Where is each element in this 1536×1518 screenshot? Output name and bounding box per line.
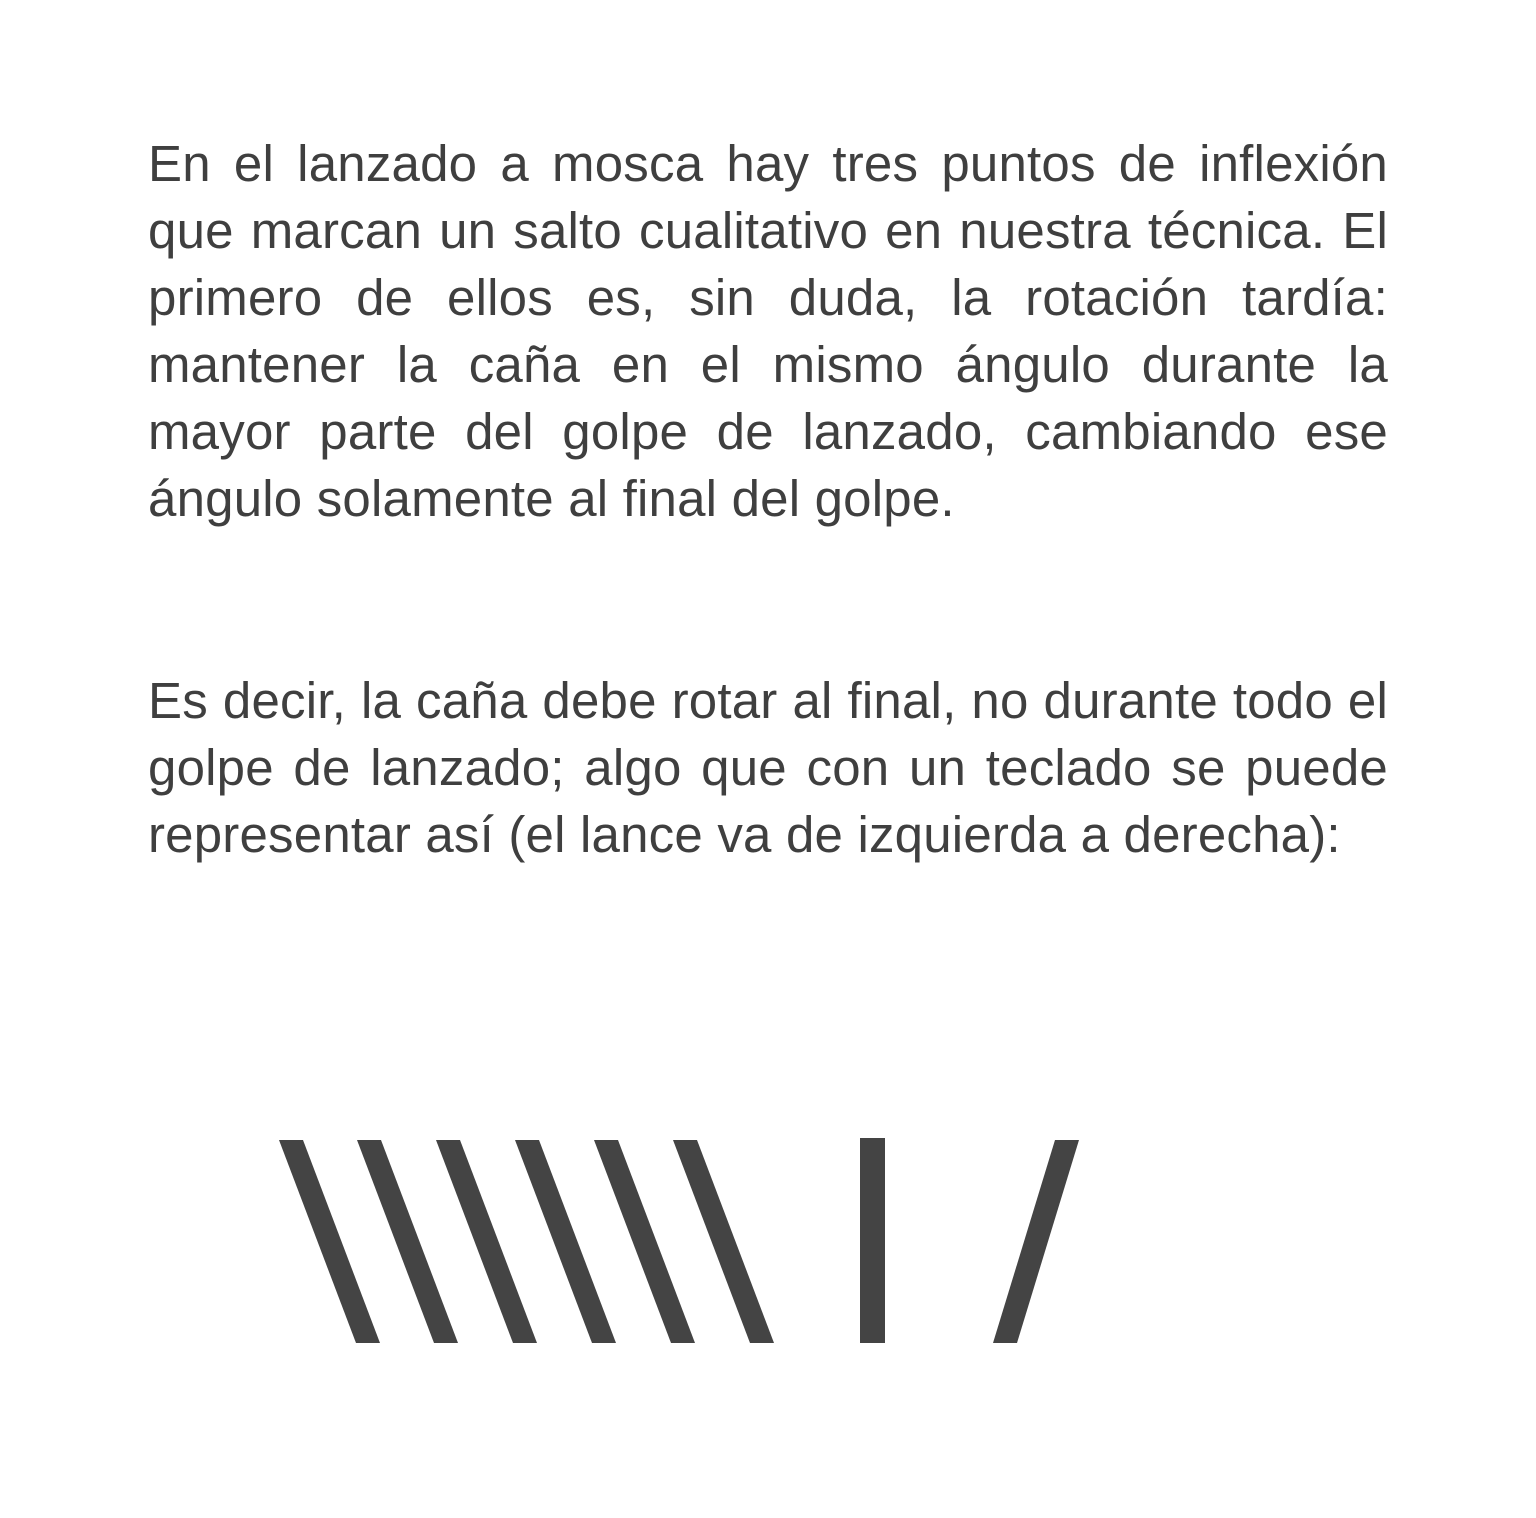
backslash-stroke-2 xyxy=(357,1140,458,1343)
slash-stroke xyxy=(993,1140,1079,1343)
backslash-stroke-6 xyxy=(673,1140,774,1343)
backslash-stroke-1 xyxy=(279,1140,380,1343)
backslash-stroke-3 xyxy=(436,1140,537,1343)
paragraph-explanation: Es decir, la caña debe rotar al final, no durante todo el golpe de lanzado; algo que con un teclado se puede representar así (el lance va de izquierda a derecha): xyxy=(148,672,1388,863)
backslash-stroke-5 xyxy=(594,1140,695,1343)
paragraph-intro: En el lanzado a mosca hay tres puntos de inflexión que marcan un salto cualitativo en nuestra técnica. El primero de ellos es, sin duda, la rotación tardía: mantener la caña en el mismo ángulo durante la mayor parte del golpe de lanzado, cambiando ese ángulo solamente al final del golpe. xyxy=(148,135,1388,527)
backslash-stroke-4 xyxy=(515,1140,616,1343)
vertical-bar-stroke xyxy=(860,1138,885,1343)
